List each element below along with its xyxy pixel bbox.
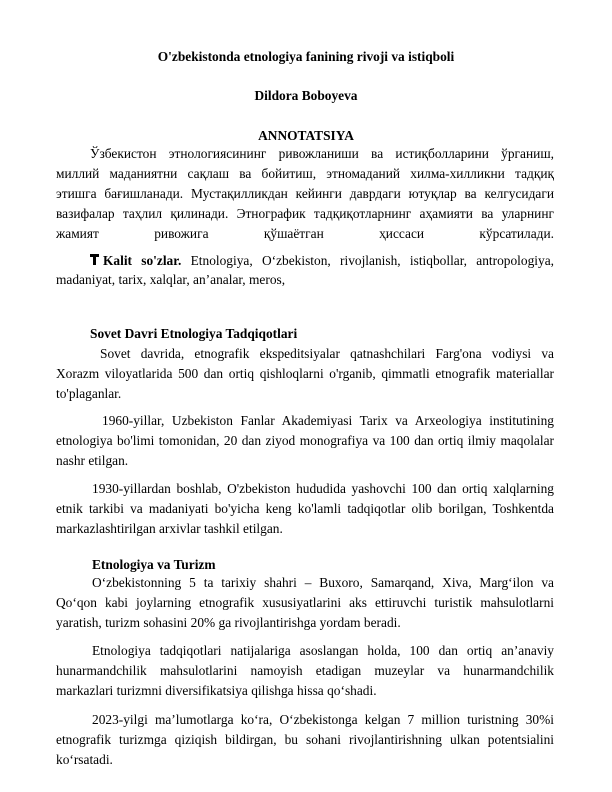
paragraph-line: Qo‘qon kabi joylarning etnografik xususiyatlarini aks ettiruvchi turistik mahsulotlarni bbox=[56, 595, 554, 610]
keywords-list: Etnologiya, O‘zbekiston, rivojlanish, istiqbollar, antropologiya, bbox=[190, 253, 554, 268]
annotation-line: вазифалар таҳлил қилинади. Этнографик тадқиқотларнинг аҳамияти ва уларнинг bbox=[56, 206, 554, 221]
paragraph-line: 1930-yillardan boshlab, O'zbekiston hududida yashovchi 100 dan ortiq xalqlarning bbox=[92, 481, 554, 496]
section-heading: Etnologiya va Turizm bbox=[92, 557, 216, 572]
paragraph-line: etnik tarkibi va madaniyati bo'yicha keng ko'lamli tadqiqotlar olib borilgan, Toshkentda bbox=[56, 501, 554, 516]
paragraph-line: yaratish, turizm sohasini 20% ga rivojlantirishga yordam beradi. bbox=[56, 615, 401, 630]
annotation-line: миллий маданиятни сақлаш ва бойитиш, этномаданий хилма-хилликни тадқиқ bbox=[56, 166, 554, 181]
page-title: O'zbekistonda etnologiya fanining rivoji va istiqboli bbox=[157, 49, 455, 64]
keywords-label: Kalit so'zlar. bbox=[103, 253, 182, 268]
paragraph-line: O‘zbekistonning 5 ta tarixiy shahri – Buxoro, Samarqand, Xiva, Marg‘ilon va bbox=[92, 575, 554, 590]
keywords-line: madaniyat, tarix, xalqlar, an’analar, meros, bbox=[56, 272, 286, 287]
paragraph-line: etnologiya bo'limi tomonidan, 20 dan ziyod monografiya va 100 dan ortiq ilmiy maqolalar bbox=[56, 433, 554, 448]
paragraph-line: Sovet davrida, etnografik ekspeditsiyalar qatnashchilari Farg'ona vodiysi va bbox=[100, 346, 554, 361]
paragraph-line: markazlashtirilgan arxivlar tashkil etilgan. bbox=[56, 521, 283, 536]
paragraph-line: markazlari turizmni diversifikatsiya qilishga hissa qo‘shadi. bbox=[56, 683, 377, 698]
paragraph-line: to'plaganlar. bbox=[56, 386, 122, 401]
paragraph-line: etnografik turizmga qiziqish bildirgan, bu sohani rivojlantirishning ulkan potentsialini bbox=[56, 732, 554, 747]
paragraph-line: Etnologiya tadqiqotlari natijalariga asoslangan holda, 100 dan ortiq an’anaviy bbox=[92, 643, 554, 658]
paragraph-line: hunarmandchilik mahsulotlarini namoyish etadigan muzeylar va hunarmandchilik bbox=[56, 663, 554, 678]
author-name: Dildora Boboyeva bbox=[254, 88, 358, 103]
annotation-line: жамият ривожига қўшаётган ҳиссаси кўрсатилади. bbox=[56, 226, 554, 241]
paragraph-line: 2023-yilgi ma’lumotlarga ko‘ra, O‘zbekistonga kelgan 7 million turistning 30%i bbox=[92, 712, 554, 727]
paragraph-line: Xorazm viloyatlarida 500 dan ortiq qishloqlarni o'rganib, qimmatli etnografik materiallar bbox=[56, 366, 554, 381]
paragraph-line: ko‘rsatadi. bbox=[56, 752, 113, 767]
paragraph-line: 1960-yillar, Uzbekiston Fanlar Akademiyasi Tarix va Arxeologiya institutining bbox=[102, 413, 554, 428]
annotation-heading-text: ANNOTATSIYA bbox=[258, 128, 354, 143]
annotation-line: этишга бағишланади. Мустақилликдан кейинги даврдаги ютуқлар ва келгусидаги bbox=[56, 186, 554, 201]
annotation-heading bbox=[0, 128, 612, 144]
annotation-line: Ўзбекистон этнологиясининг ривожланиши ва истиқболларини ўрганиш, bbox=[90, 146, 554, 161]
paragraph-line: nashr etilgan. bbox=[56, 453, 129, 468]
keywords-line bbox=[90, 253, 554, 269]
pin-icon bbox=[90, 253, 99, 266]
section-heading: Sovet Davri Etnologiya Tadqiqotlari bbox=[90, 326, 298, 341]
